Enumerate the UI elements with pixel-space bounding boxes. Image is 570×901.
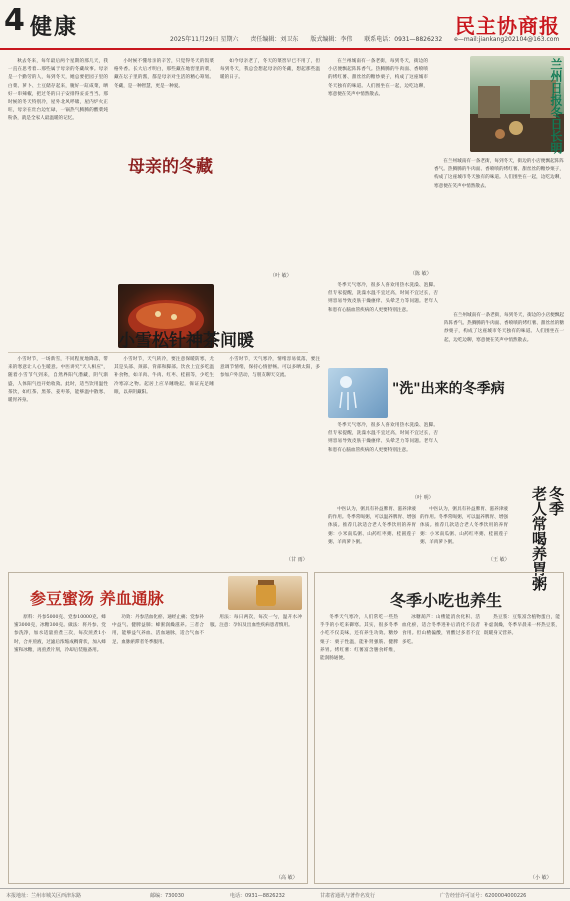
masthead xyxy=(0,0,570,58)
wash-col-top: 冬季天气寒冷，很多人喜欢用热水洗澡、泡脚。但专家提醒，洗澡水温不宜过高，时间不宜过长，否则容易导致皮肤干燥瘙痒、头晕乏力等问题。老年人和患有心脑血管疾病的人更要特别注意。 xyxy=(328,283,438,313)
shower-photo xyxy=(328,368,388,418)
section-title: 健康 xyxy=(30,15,79,40)
page-number: 4 xyxy=(4,3,25,38)
ginseng-col1: 原料：丹参5000克、党参10000克、蜂蜜3000克，冰糖300克。做法：将丹参、党参洗净，加水适量煎煮三次，每次煎煮1小时，合并煎液，过滤后浓缩成稠膏状，加入蜂蜜和冰糖，再煎煮片刻，冷却后装瓶备用。 xyxy=(14,615,106,653)
winter-nourish-col3: 如今母亲老了，冬天的菜窖早已不用了，但每到冬天，我总会想起母亲的冬藏，想起那些温暖的日子。 xyxy=(220,59,320,81)
shower-icon xyxy=(328,368,388,418)
elders-headline: 老人常喝养胃粥 xyxy=(530,486,548,591)
designer-credit: 版式编辑：李伟 xyxy=(310,36,353,43)
snow-headline: 小雪松针神茶间暖 xyxy=(118,331,254,351)
issue-info-line xyxy=(170,34,569,43)
elders-byline: （王 敏） xyxy=(488,557,510,563)
ginseng-honey-headline: 参豆蜜汤 养血通脉 xyxy=(30,589,164,608)
elders-col2: 中医认为，粥具有补益脾胃、滋养津液的作用。冬季常喝粥，可以温养脾胃、增强体质。推荐几款适合老人冬季饮用的养胃粥：小米南瓜粥、山药红枣粥、桂圆莲子粥、羊肉萝卜粥。 xyxy=(420,507,508,545)
winter-snacks-headline: 冬季小吃也养生 xyxy=(390,591,503,610)
editor-credit: 责任编辑：刘卫东 xyxy=(250,36,299,43)
ginseng-col3: 用法：每日两次，每次一勺，温开水冲服。注意：孕妇及出血性疾病患者慎用。 xyxy=(210,615,302,629)
contact-email: e—mail:jiankang202104@163.com xyxy=(454,36,560,43)
elders-col1: 中医认为，粥具有补益脾胃、滋养津液的作用。冬季常喝粥，可以温养脾胃、增强体质。推荐几款适合老人冬季饮用的养胃粥：小米南瓜粥、山药红枣粥、桂圆莲子粥、羊肉萝卜粥。 xyxy=(328,507,416,545)
section-divider xyxy=(8,352,308,353)
footer-phone: 电话：0931—8826232 xyxy=(230,893,285,899)
issue-date: 2025年11月29日 星期六 xyxy=(170,36,239,43)
lanzhou-vertical-headline: 兰州日报冬日长明 xyxy=(549,58,563,154)
wash-col-bottom: 冬季天气寒冷，很多人喜欢用热水洗澡、泡脚。但专家提醒，洗澡水温不宜过高，时间不宜过长，否则容易导致皮肤干燥瘙痒、头晕乏力等问题。老年人和患有心脑血管疾病的人更要特别注意。 xyxy=(328,423,438,453)
honey-jar-icon xyxy=(228,576,302,610)
lanzhou-col2: 在兰州城南有一条老街，每到冬天，街边的小店便飘起阵阵香气。热腾腾的牛肉面、香喷喷的烤红薯、甜丝丝的糖炒栗子，构成了这座城市冬天独有的味道。人们围坐在一起，边吃边聊，寒意便在笑声中悄然散去。 xyxy=(434,159,564,189)
footer-address: 本报地址：兰州市城关区西津东路 xyxy=(6,893,82,899)
masthead-rule xyxy=(0,48,570,50)
snow-col2: 小雪时节，天气转冷，要注意保暖防寒，尤其是头部、颈部、背部和脚部。饮食上宜多吃温补食物，如羊肉、牛肉、红枣、桂圆等，少吃生冷寒凉之物。起居上应早睡晚起，保证充足睡眠，以养阴藏阳。 xyxy=(114,357,214,395)
footer-postcode: 邮编：730030 xyxy=(150,893,185,899)
snacks-col1: 冬季天气寒冷，人们常吃一些热乎乎的小吃来御寒。其实，很多冬季小吃不仅美味，还有养生功效。糖炒栗子：栗子性温，能补肾强筋、健脾养胃。烤红薯：红薯富含膳食纤维，能润肠通便。 xyxy=(320,615,398,662)
lanzhou-col3: 在兰州城南有一条老街，每到冬天，街边的小店便飘起阵阵香气。热腾腾的牛肉面、香喷喷的烤红薯、甜丝丝的糖炒栗子，构成了这座城市冬天独有的味道。人们围坐在一起，边吃边聊，寒意便在笑声中悄然散去。 xyxy=(444,313,564,343)
snacks-byline: （小 敏） xyxy=(530,875,552,881)
snacks-col3: 热豆浆：豆浆富含植物蛋白，能补虚润燥，冬季早晨来一杯热豆浆，既暖身又营养。 xyxy=(484,615,560,637)
winter-nourish-col1: 秋去冬来，每年最后两个星期的那几天，我一直在思考着…那些属于母亲的冬藏故事。母亲是一个勤劳的人，每到冬天，她总要把园子里的白菜、萝卜、土豆储存起来，腌好一缸咸菜，晒好一串辣椒，把过冬的日子安排得妥妥当当。那时候的冬天特别冷，屋外北风呼啸，屋内炉火正旺，母亲在灶台边忙碌，一锅热气腾腾的酸菜炖粉条，就是全家人最温暖的记忆。 xyxy=(8,59,108,122)
footer xyxy=(0,888,570,901)
honey-jar-photo xyxy=(228,576,302,610)
winter-nourish-headline: 母亲的冬藏 xyxy=(128,157,213,177)
lanzhou-byline: （陈 敏） xyxy=(410,271,432,277)
ginseng-col2: 功效：丹参活血化瘀、通经止痛；党参补中益气、健脾益肺；蜂蜜润燥滋养。三者合用，能够益气养血、活血通脉，适合气血不足、血脉瘀滞者冬季服用。 xyxy=(112,615,204,645)
ginseng-byline: （高 敏） xyxy=(276,875,298,881)
wash-headline: "洗"出来的冬季病 xyxy=(392,381,505,397)
newspaper-brand-logo: 民主协商报 xyxy=(455,14,560,38)
contact-phone: 联系电话：0931—8826232 xyxy=(364,36,443,43)
footer-ad-license: 广告经营许可证号：6200004000226 xyxy=(440,893,527,899)
snow-col1: 小雪时节，一场新雪，不同程度地降落，带来的寒意让人心生暖意。中医讲究"天人相应"，随着小雪节气到来，自然界阳气潜藏，阴气渐盛，人体阳气也开始收敛。此时，适当饮用温性茶饮，如红茶、黑茶、姜枣茶，能够温中散寒、暖胃养身。 xyxy=(8,357,108,404)
lanzhou-col1: 在兰州城南有一条老街，每到冬天，街边的小店便飘起阵阵香气。热腾腾的牛肉面、香喷喷的烤红薯、甜丝丝的糖炒栗子，构成了这座城市冬天独有的味道。人们围坐在一起，边吃边聊，寒意便在笑声中悄然散去。 xyxy=(328,59,428,97)
snow-byline: （甘 雨） xyxy=(286,557,308,563)
snacks-col2: 冰糖葫芦：山楂能消食化积、活血化瘀，适合冬季进补后消化不良者食用。但山楂偏酸，胃酸过多者不宜多吃。 xyxy=(402,615,480,645)
wash-byline: （叶 明） xyxy=(412,495,434,501)
elders-headline-part2: 冬季 xyxy=(547,486,565,516)
footer-license: 甘肃省通讯与著作名发行 xyxy=(320,893,376,899)
winter-nourish-byline: （叶 敏） xyxy=(270,273,292,279)
snow-col3: 小雪时节，天气寒冷，情绪容易低落，要注意调节情绪，保持心情舒畅。可以多晒太阳，多参加户外活动，与朋友聊天交流。 xyxy=(220,357,320,379)
winter-nourish-col2: 小时候不懂母亲的辛苦，只觉得冬天的饭菜格外香。长大后才明白，那些藏在地窖里的菜，藏在坛子里的酱，都是母亲对生活的精心筹划。冬藏，是一种智慧，更是一种爱。 xyxy=(114,59,214,89)
